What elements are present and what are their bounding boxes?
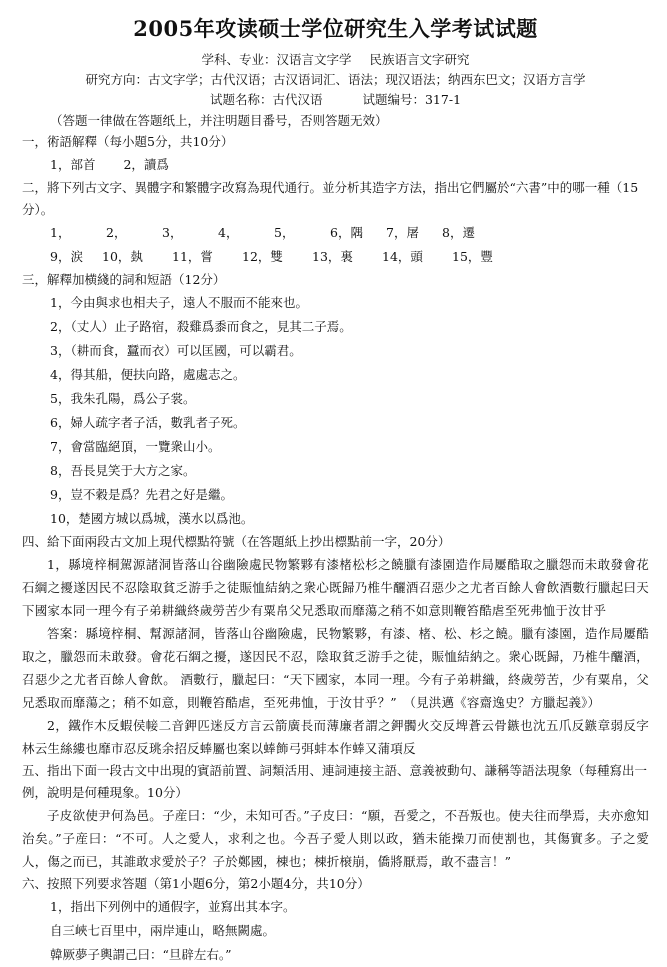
char-item: 3，: [162, 225, 183, 240]
char-item: 7，屠: [386, 225, 419, 240]
section-2-heading: 二，將下列古文字、異體字和繁體字改寫為現代通行。並分析其造字方法，指出它們屬於“六書”中的哪一種（15分）。: [22, 180, 639, 217]
answer-text: 縣境梓桐、幫源諸洞，皆落山谷幽險處，民物繁夥，有漆、楮、松、杉之饒。臘有漆園，造作局屢酷取之，臘怨而未敢發。會花石綱之擾，遂因民不忍，陰取貧乏游手之徒，賑恤結納之。衆心既歸，乃椎牛釃酒，召惡少之尤者百餘人會飲。 酒數行，臘起曰：“天下國家，本同一理。今有子弟耕織，終歲勞苦，少有粟帛，父兄悉取而靡蕩之；稍不如意，則鞭笞酷虐，至死弗恤，于汝甘乎？” （見洪邁《容齋逸史？方臘起義》）: [22, 626, 649, 710]
section-3-item: 8，吾長見笑于大方之家。: [50, 463, 196, 478]
section-1-items: [22, 153, 649, 177]
section-3-item: 2，（丈人）止子路宿，殺雞爲黍而食之，見其二子焉。: [50, 319, 352, 334]
section-3-heading: 三，解釋加横綫的詞和短語（12分）: [22, 272, 226, 287]
meta-exam-name: 试题名称：古代汉语: [209, 92, 323, 107]
char-item: 1，: [50, 225, 71, 240]
section-3-item: 1，今由與求也相夫子，遠人不服而不能來也。: [50, 295, 308, 310]
meta-subject2: 民族语言文字研究: [369, 52, 470, 67]
section-1-heading: 一，術語解釋（每小題5分，共10分）: [22, 134, 234, 149]
char-item: 9，涙: [50, 249, 83, 264]
section-5-heading: 五、指出下面一段古文中出現的賓語前置、詞類活用、連詞連接主語、意義被動句、謙稱等語法現象（每種寫出一例，說明是何種現象。10分）: [22, 763, 648, 800]
section-3-item: 6，婦人疏字者子活，數乳者子死。: [50, 415, 246, 430]
section-4-heading: 四、給下面兩段古文加上現代標點符號（在答題紙上抄出標點前一字，20分）: [22, 534, 451, 549]
answer-label: 答案：: [47, 626, 86, 641]
char-item: 6，隅: [330, 225, 363, 240]
section-4-passage-1: 1，縣境梓桐駕源諸洞皆落山谷幽險處民物繁夥有漆楮松杉之饒臘有漆園造作局屢酷取之臘怨而未敢發會花石綱之擾遂因民不忍陰取貧乏游手之徒賑恤結納之衆心既歸乃椎牛釃酒召惡少之尤者百餘人會飲酒數行臘起曰天下國家本同一理今有子弟耕織終歲勞苦少有粟帛父兄悉取而靡蕩之稍不如意則鞭笞酷虐至死弗恤于汝甘乎: [22, 557, 649, 618]
char-item: 8，遷: [442, 225, 475, 240]
char-item: 10，埶: [102, 249, 143, 264]
section-3-item: 7，會當臨絕頂，一覽衆山小。: [50, 439, 221, 454]
char-item: 5，: [274, 225, 295, 240]
char-item: 11，嘗: [172, 249, 213, 264]
section-6-item: 自三峽七百里中，兩岸連山，略無闕處。: [50, 923, 276, 938]
section-1-item: 2，讀爲: [123, 157, 169, 172]
char-item: 15，豐: [452, 249, 493, 264]
section-3-item: 3，（耕而食，蠶而衣）可以匡國，可以霸君。: [50, 343, 302, 358]
section-6-item: 韓厥夢子輿謂己曰：“旦辟左右。”: [50, 947, 232, 962]
section-6-item: 1，指出下列例中的通假字，並寫出其本字。: [50, 899, 296, 914]
section-3-item: 4，得其船，便扶向路，處處志之。: [50, 367, 246, 382]
char-item: 13，裏: [312, 249, 353, 264]
section-3-item: 10，楚國方城以爲城，漢水以爲池。: [50, 511, 254, 526]
char-item: 12，雙: [242, 249, 283, 264]
meta-subject: 学科、专业：汉语言文字学: [201, 52, 352, 67]
section-5-passage: 子皮欲使尹何為邑。子産曰：“少，未知可否。”子皮曰：“願，吾愛之，不吾叛也。使夫往而學焉，夫亦愈知治矣。”子産曰：“不可。人之愛人，求利之也。今吾子愛人則以政，猶未能操刀而使割也，其傷實多。子之愛人，傷之而已，其誰敢求愛於子？子於鄭國，棟也；棟折榱崩，僑將厭焉，敢不盡言！”: [22, 808, 649, 869]
meta-direction: 研究方向：古文字学；古代汉语；古汉语词汇、语法；现汉语法；纳西东巴文；汉语方言学: [85, 72, 586, 87]
section-3-item: 9，豈不穀是爲？先君之好是繼。: [50, 487, 233, 502]
char-item: 14，頭: [382, 249, 423, 264]
char-item: 2，: [106, 225, 127, 240]
section-2-row-1: [22, 221, 649, 245]
section-3-item: 5，我朱孔陽，爲公子裳。: [50, 391, 196, 406]
meta-exam-code: 试题编号：317-1: [362, 92, 462, 107]
char-item: 4，: [218, 225, 239, 240]
meta-exam-line: [22, 90, 649, 110]
section-4-passage-2: 2，鐵作木反蝦侯帹二音鉀匹迷反方言云箭廣長而薄廉者謂之鉀髑火交反埤蒼云骨鏃也沈五爪反鏃章弱反字林云生絲縷也靡市忍反珧余招反蜯屬也案以蜯飾弓弭蚌本作蜯又蒲項反: [22, 718, 649, 756]
meta-subject-line: [22, 50, 649, 70]
section-1-item: 1，部首: [50, 157, 96, 172]
page-title: 2005年攻读硕士学位研究生入学考试试题: [133, 16, 538, 41]
section-2-row-2: [22, 245, 649, 269]
section-4-answer: [22, 622, 649, 714]
section-6-heading: 六、按照下列要求答題（第1小題6分，第2小題4分，共10分）: [22, 876, 370, 891]
answer-notice: （答题一律做在答题纸上，并注明题目番号，否则答题无效）: [50, 113, 388, 128]
